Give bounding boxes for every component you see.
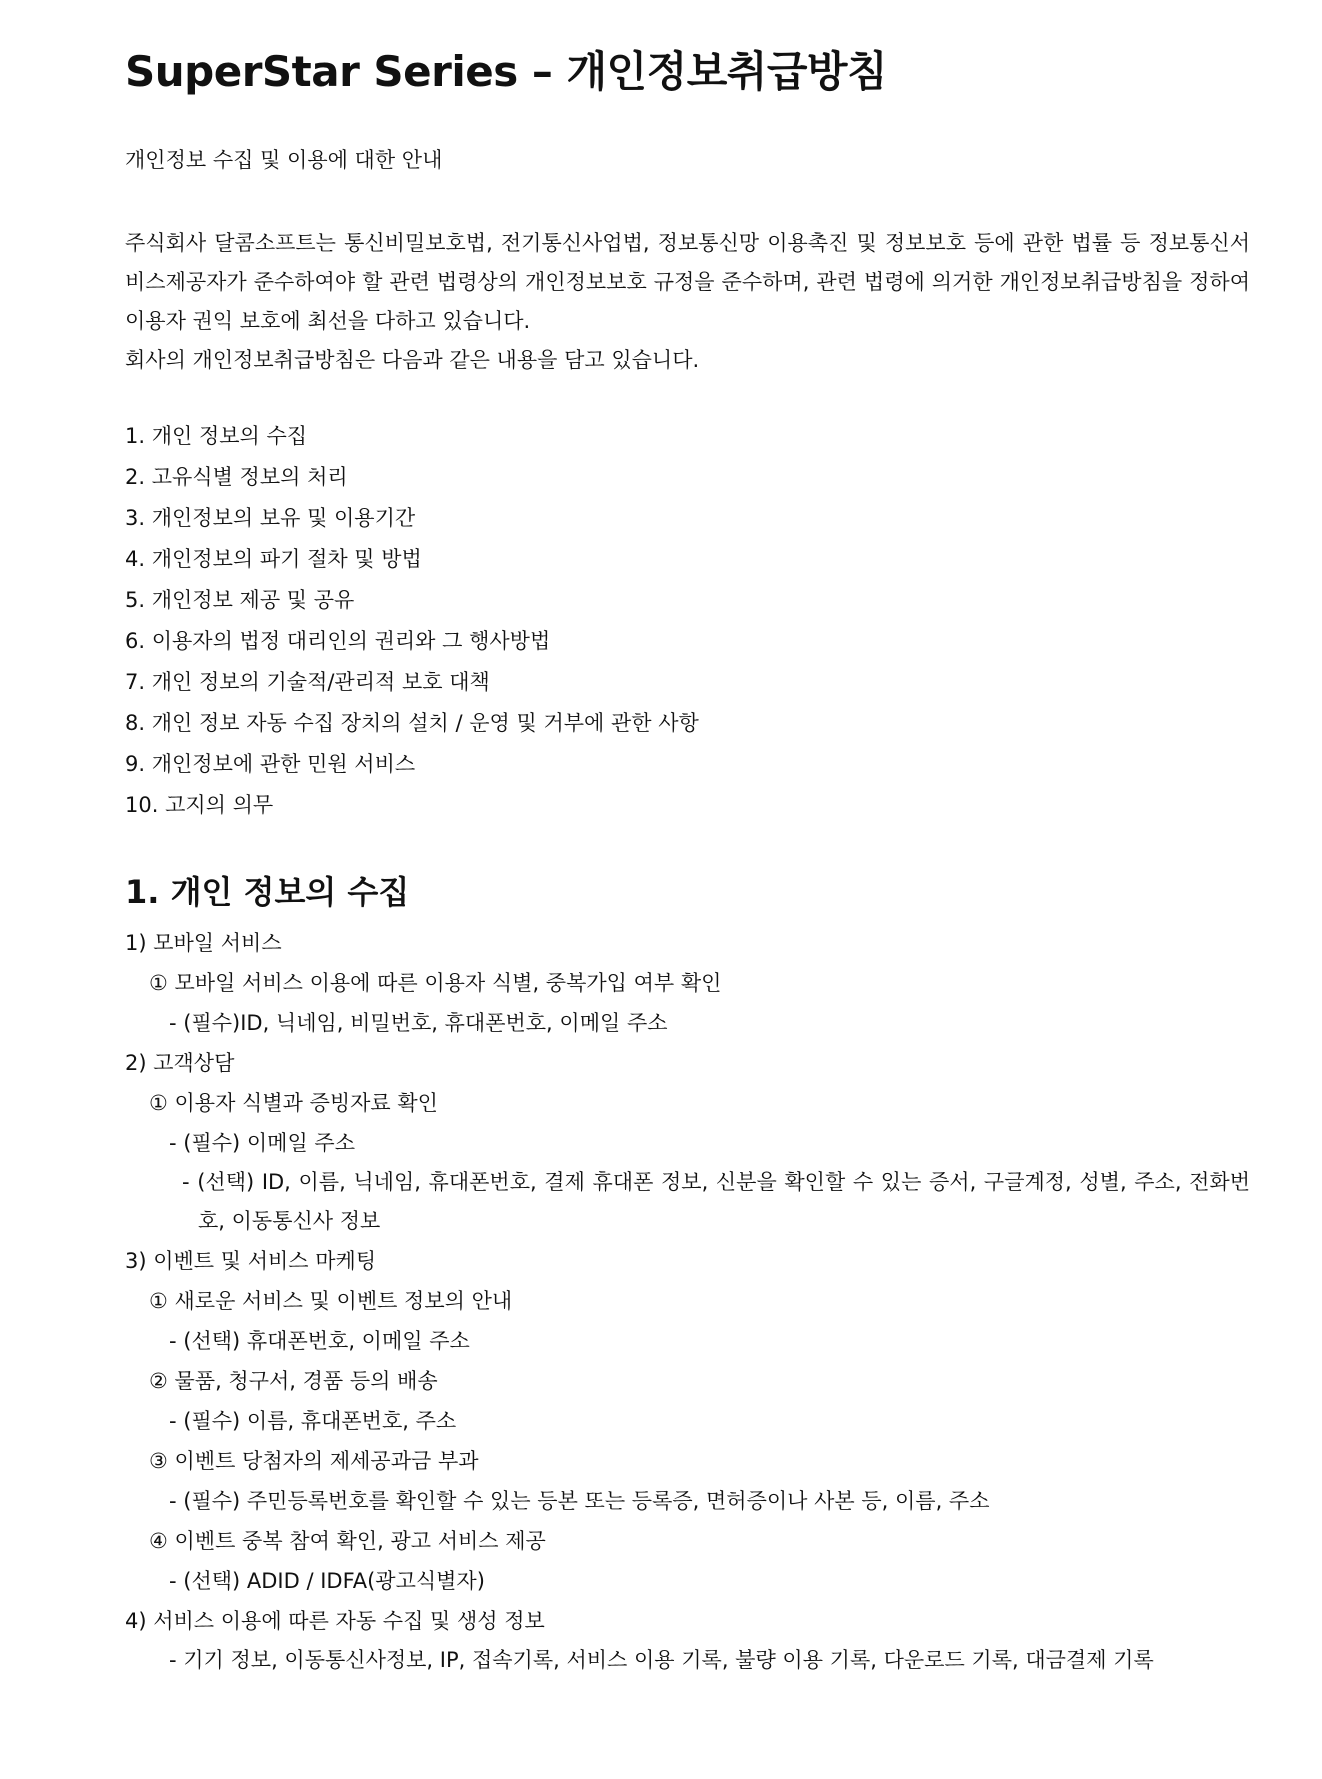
event-item-1-detail: - (선택) 휴대폰번호, 이메일 주소 [169, 1329, 470, 1354]
event-item-3: ③ 이벤트 당첨자의 제세공과금 부과 [149, 1449, 479, 1474]
event-label: 3) 이벤트 및 서비스 마케팅 [125, 1249, 377, 1274]
section-1-body [125, 923, 1250, 1680]
toc-item-5: 5. 개인정보 제공 및 공유 [125, 587, 355, 612]
toc-item-6: 6. 이용자의 법정 대리인의 권리와 그 행사방법 [125, 628, 551, 653]
page-subtitle: 개인정보 수집 및 이용에 대한 안내 [125, 148, 443, 173]
support-item-1: ① 이용자 식별과 증빙자료 확인 [149, 1091, 438, 1116]
mobile-service-item-1-detail: - (필수)ID, 닉네임, 비밀번호, 휴대폰번호, 이메일 주소 [169, 1011, 668, 1036]
support-item-1-required: - (필수) 이메일 주소 [169, 1131, 355, 1156]
event-item-4-detail: - (선택) ADID / IDFA(광고식별자) [169, 1569, 485, 1594]
mobile-service-label: 1) 모바일 서비스 [125, 931, 282, 956]
support-item-1-optional: - (선택) ID, 이름, 닉네임, 휴대폰번호, 결제 휴대폰 정보, 신분을 확인할 수 있는 증서, 구글계정, 성별, 주소, 전화번호, 이동통신사 정보 [182, 1170, 1250, 1234]
toc-item-3: 3. 개인정보의 보유 및 이용기간 [125, 505, 416, 530]
page-title: SuperStar Series – 개인정보취급방침 [125, 47, 888, 96]
table-of-contents [125, 416, 1250, 826]
event-item-2: ② 물품, 청구서, 경품 등의 배송 [149, 1369, 438, 1394]
event-item-2-detail: - (필수) 이름, 휴대폰번호, 주소 [169, 1409, 457, 1434]
event-item-3-detail: - (필수) 주민등록번호를 확인할 수 있는 등본 또는 등록증, 면허증이나 사본 등, 이름, 주소 [169, 1489, 990, 1514]
toc-item-1: 1. 개인 정보의 수집 [125, 423, 308, 448]
toc-item-9: 9. 개인정보에 관한 민원 서비스 [125, 751, 416, 776]
toc-item-2: 2. 고유식별 정보의 처리 [125, 464, 348, 489]
auto-collect-detail: - 기기 정보, 이동통신사정보, IP, 접속기록, 서비스 이용 기록, 불량 이용 기록, 다운로드 기록, 대금결제 기록 [169, 1648, 1154, 1673]
support-label: 2) 고객상담 [125, 1051, 235, 1076]
toc-item-4: 4. 개인정보의 파기 절차 및 방법 [125, 546, 422, 571]
event-item-1: ① 새로운 서비스 및 이벤트 정보의 안내 [149, 1289, 513, 1314]
intro-paragraph-1: 주식회사 달콤소프트는 통신비밀보호법, 전기통신사업법, 정보통신망 이용촉진 및 정보보호 등에 관한 법률 등 정보통신서비스제공자가 준수하여야 할 관련 법령상의 개인정보보호 규정을 준수하며, 관련 법령에 의거한 개인정보취급방침을 정하여 이용자 권익 보호에 최선을 다하고 있습니다. [125, 230, 1250, 333]
intro-paragraph-2: 회사의 개인정보취급방침은 다음과 같은 내용을 담고 있습니다. [125, 347, 700, 372]
toc-item-8: 8. 개인 정보 자동 수집 장치의 설치 / 운영 및 거부에 관한 사항 [125, 710, 699, 735]
toc-item-7: 7. 개인 정보의 기술적/관리적 보호 대책 [125, 669, 490, 694]
section-1-heading: 1. 개인 정보의 수집 [125, 872, 410, 911]
event-item-4: ④ 이벤트 중복 참여 확인, 광고 서비스 제공 [149, 1529, 546, 1554]
auto-collect-label: 4) 서비스 이용에 따른 자동 수집 및 생성 정보 [125, 1609, 545, 1634]
mobile-service-item-1: ① 모바일 서비스 이용에 따른 이용자 식별, 중복가입 여부 확인 [149, 971, 722, 996]
toc-item-10: 10. 고지의 의무 [125, 792, 274, 817]
intro [125, 224, 1250, 380]
